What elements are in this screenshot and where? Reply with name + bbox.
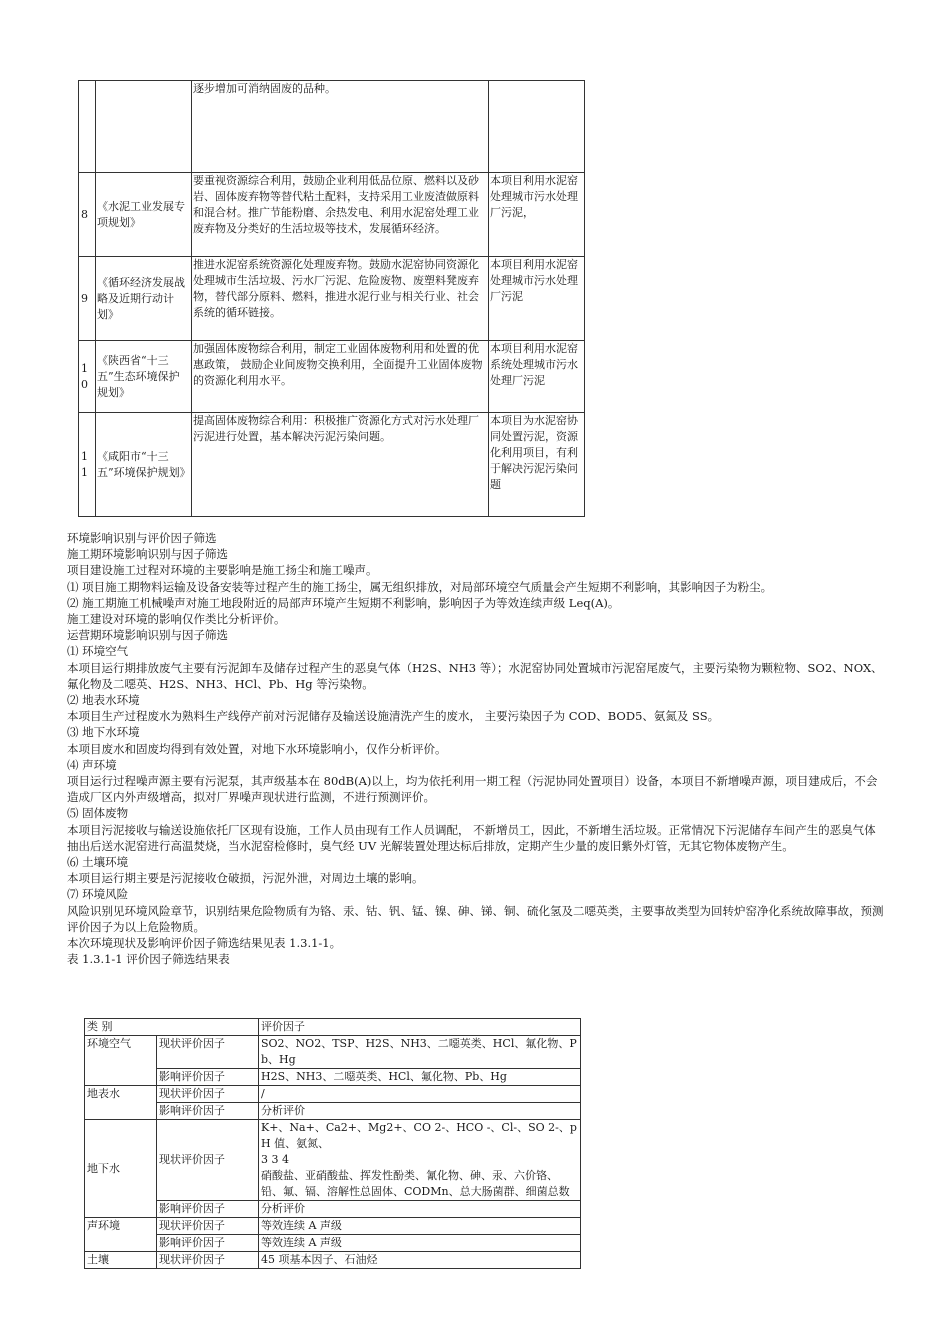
factor-type: 影响评价因子 — [157, 1069, 259, 1086]
item-heading: ⑵ 地表水环境 — [67, 693, 140, 708]
factor-list: 45 项基本因子、石油烃 — [259, 1252, 581, 1269]
table-row — [85, 1103, 581, 1120]
subsection-heading: 施工期环境影响识别与因子筛选 — [67, 547, 228, 562]
compliance-note: 本项目利用水泥窑处理城市污水处理厂污泥 — [489, 257, 585, 341]
table-row — [79, 81, 585, 173]
policy-content: 提高固体废物综合利用：积极推广资源化方式对污水处理厂污泥进行处置，基本解决污泥污染问题。 — [192, 413, 489, 517]
factor-list: SO2、NO2、TSP、H2S、NH3、二噁英类、HCl、氟化物、Pb、Hg — [259, 1036, 581, 1069]
factor-type: 影响评价因子 — [157, 1235, 259, 1252]
policy-name: 《水泥工业发展专项规划》 — [96, 173, 192, 257]
paragraph: 本项目运行期主要是污泥接收仓破损，污泥外泄，对周边土壤的影响。 — [67, 871, 424, 886]
item-heading: ⑸ 固体废物 — [67, 806, 129, 821]
factor-list: 分析评价 — [259, 1201, 581, 1218]
factor-type: 现状评价因子 — [157, 1120, 259, 1201]
item-heading: ⑶ 地下水环境 — [67, 725, 140, 740]
factor-list: 等效连续 A 声级 — [259, 1218, 581, 1235]
row-number: 11 — [79, 413, 96, 517]
table-row — [79, 413, 585, 517]
factor-list: / — [259, 1086, 581, 1103]
table-caption: 表 1.3.1-1 评价因子筛选结果表 — [67, 952, 230, 967]
table-row — [85, 1235, 581, 1252]
paragraph: 项目运行过程噪声源主要有污泥泵，其声级基本在 80dB(A)以上，均为依托利用一期工程（污泥协同处置项目）设备，本项目不新增噪声源，项目建成后，不会造成厂区内外声级增高，拟对厂界噪声现状进行监测，不进行预测评价。 — [67, 774, 878, 805]
row-number — [79, 81, 96, 173]
factor-line: 3 3 4 — [261, 1153, 289, 1166]
compliance-note: 本项目利用水泥窑处理城市污水处理厂污泥， — [489, 173, 585, 257]
factor-type: 现状评价因子 — [157, 1252, 259, 1269]
policy-name: 《陕西省“十三五”生态环境保护规划》 — [96, 341, 192, 413]
factor-list: H2S、NH3、二噁英类、HCl、氟化物、Pb、Hg — [259, 1069, 581, 1086]
factor-list: 分析评价 — [259, 1103, 581, 1120]
paragraph: 本项目生产过程废水为熟料生产线停产前对污泥储存及输送设施清洗产生的废水， 主要污染因子为 COD、BOD5、氨氮及 SS。 — [67, 709, 720, 724]
factor-type: 现状评价因子 — [157, 1036, 259, 1069]
table-row — [85, 1201, 581, 1218]
factor-list — [259, 1120, 581, 1201]
header-factor: 评价因子 — [259, 1019, 581, 1036]
paragraph: 本次环境现状及影响评价因子筛选结果见表 1.3.1-1。 — [67, 936, 342, 951]
compliance-note — [489, 81, 585, 173]
factor-line: K+、Na+、Ca2+、Mg2+、CO 2-、HCO -、Cl-、SO 2-、pH 值、氨氮、 — [261, 1121, 577, 1150]
policy-name: 《循环经济发展战 略及近期行动计划》 — [96, 257, 192, 341]
table-row — [79, 257, 585, 341]
factor-line: 硝酸盐、亚硝酸盐、挥发性酚类、氰化物、砷、汞、六价铬、铅、氟、镉、溶解性总固体、CODMn、总大肠菌群、细菌总数 — [261, 1169, 570, 1198]
factor-type: 影响评价因子 — [157, 1201, 259, 1218]
policy-content: 要重视资源综合利用，鼓励企业利用低品位原、燃料以及砂岩、固体废弃物等替代粘土配料，支持采用工业废渣做原料和混合材。推广节能粉磨、余热发电、利用水泥窑处理工业废弃物及分类好的生活垃圾等技术，发展循环经济。 — [192, 173, 489, 257]
table-header-row — [85, 1019, 581, 1036]
policy-name: 《咸阳市“十三五”环境保护规划》 — [96, 413, 192, 517]
row-number: 10 — [79, 341, 96, 413]
policy-content: 逐步增加可消纳固废的品种。 — [192, 81, 489, 173]
table-row — [79, 341, 585, 413]
policy-content: 加强固体废物综合利用，制定工业固体废物利用和处置的优惠政策， 鼓励企业间废物交换利用，全面提升工业固体废物的资源化利用水平。 — [192, 341, 489, 413]
paragraph: ⑵ 施工期施工机械噪声对施工地段附近的局部声环境产生短期不利影响，影响因子为等效连续声级 Leq(A)。 — [67, 595, 620, 610]
category-surface-water: 地表水 — [85, 1086, 157, 1120]
paragraph: 施工建设对环境的影响仅作类比分析评价。 — [67, 612, 286, 627]
subsection-heading: 运营期环境影响识别与因子筛选 — [67, 628, 228, 643]
policy-name — [96, 81, 192, 173]
section-heading: 环境影响识别与评价因子筛选 — [67, 531, 217, 545]
compliance-note: 本项目利用水泥窑系统处理城市污水处理厂污泥 — [489, 341, 585, 413]
factor-screening-table — [84, 1018, 581, 1269]
table-row — [79, 173, 585, 257]
row-number: 9 — [79, 257, 96, 341]
paragraph: 本项目运行期排放废气主要有污泥卸车及储存过程产生的恶臭气体（H2S、NH3 等）；水泥窑协同处置城市污泥窑尾废气，主要污染物为颗粒物、SO2、NOX、氟化物及二噁英、H2S、NH3、HCl、Pb、Hg 等污染物。 — [67, 660, 883, 691]
factor-list: 等效连续 A 声级 — [259, 1235, 581, 1252]
table-row — [85, 1218, 581, 1235]
policy-content: 推进水泥窑系统资源化处理废弃物。鼓励水泥窑协同资源化处理城市生活垃圾、污水厂污泥、危险废物、废塑料凳废弃物，替代部分原料、燃料，推进水泥行业与相关行业、社会系统的循环链接。 — [192, 257, 489, 341]
table-row — [85, 1069, 581, 1086]
table-row — [85, 1252, 581, 1269]
header-category: 类 别 — [85, 1019, 259, 1036]
paragraph: 本项目废水和固废均得到有效处置，对地下水环境影响小，仅作分析评价。 — [67, 741, 447, 756]
category-soil: 土壤 — [85, 1252, 157, 1269]
body-text — [67, 530, 885, 967]
category-air: 环境空气 — [85, 1036, 157, 1086]
table-row — [85, 1120, 581, 1201]
factor-type: 现状评价因子 — [157, 1086, 259, 1103]
item-heading: ⑺ 环境风险 — [67, 887, 129, 902]
table-row — [85, 1036, 581, 1069]
item-heading: ⑷ 声环境 — [67, 757, 117, 772]
compliance-note: 本项目为水泥窑协同处置污泥，资源化利用项目，有利于解决污泥污染问题 — [489, 413, 585, 517]
category-groundwater: 地下水 — [85, 1120, 157, 1218]
row-number: 8 — [79, 173, 96, 257]
paragraph: 项目建设施工过程对环境的主要影响是施工扬尘和施工噪声。 — [67, 563, 378, 578]
item-heading: ⑴ 环境空气 — [67, 644, 129, 659]
factor-type: 现状评价因子 — [157, 1218, 259, 1235]
item-heading: ⑹ 土壤环境 — [67, 855, 129, 870]
paragraph: ⑴ 项目施工期物料运输及设备安装等过程产生的施工扬尘，属无组织排放，对局部环境空气质量会产生短期不利影响，其影响因子为粉尘。 — [67, 579, 773, 594]
policy-compliance-table — [78, 80, 585, 517]
category-noise: 声环境 — [85, 1218, 157, 1252]
table-row — [85, 1086, 581, 1103]
paragraph: 本项目污泥接收与输送设施依托厂区现有设施，工作人员由现有工作人员调配， 不新增员工，因此，不新增生活垃圾。正常情况下污泥储存车间产生的恶臭气体抽出后送水泥窑进行高温焚烧，当水泥窑检修时，臭气经 UV 光解装置处理达标后排放，定期产生少量的废旧紫外灯管，无其它物体废物产生。 — [67, 822, 876, 853]
factor-type: 影响评价因子 — [157, 1103, 259, 1120]
paragraph: 风险识别见环境风险章节，识别结果危险物质有为铬、汞、钴、钒、锰、镍、砷、锑、铜、硫化氢及二噁英类，主要事故类型为回转炉窑净化系统故障事故，预测评价因子为以上危险物质。 — [67, 903, 884, 934]
